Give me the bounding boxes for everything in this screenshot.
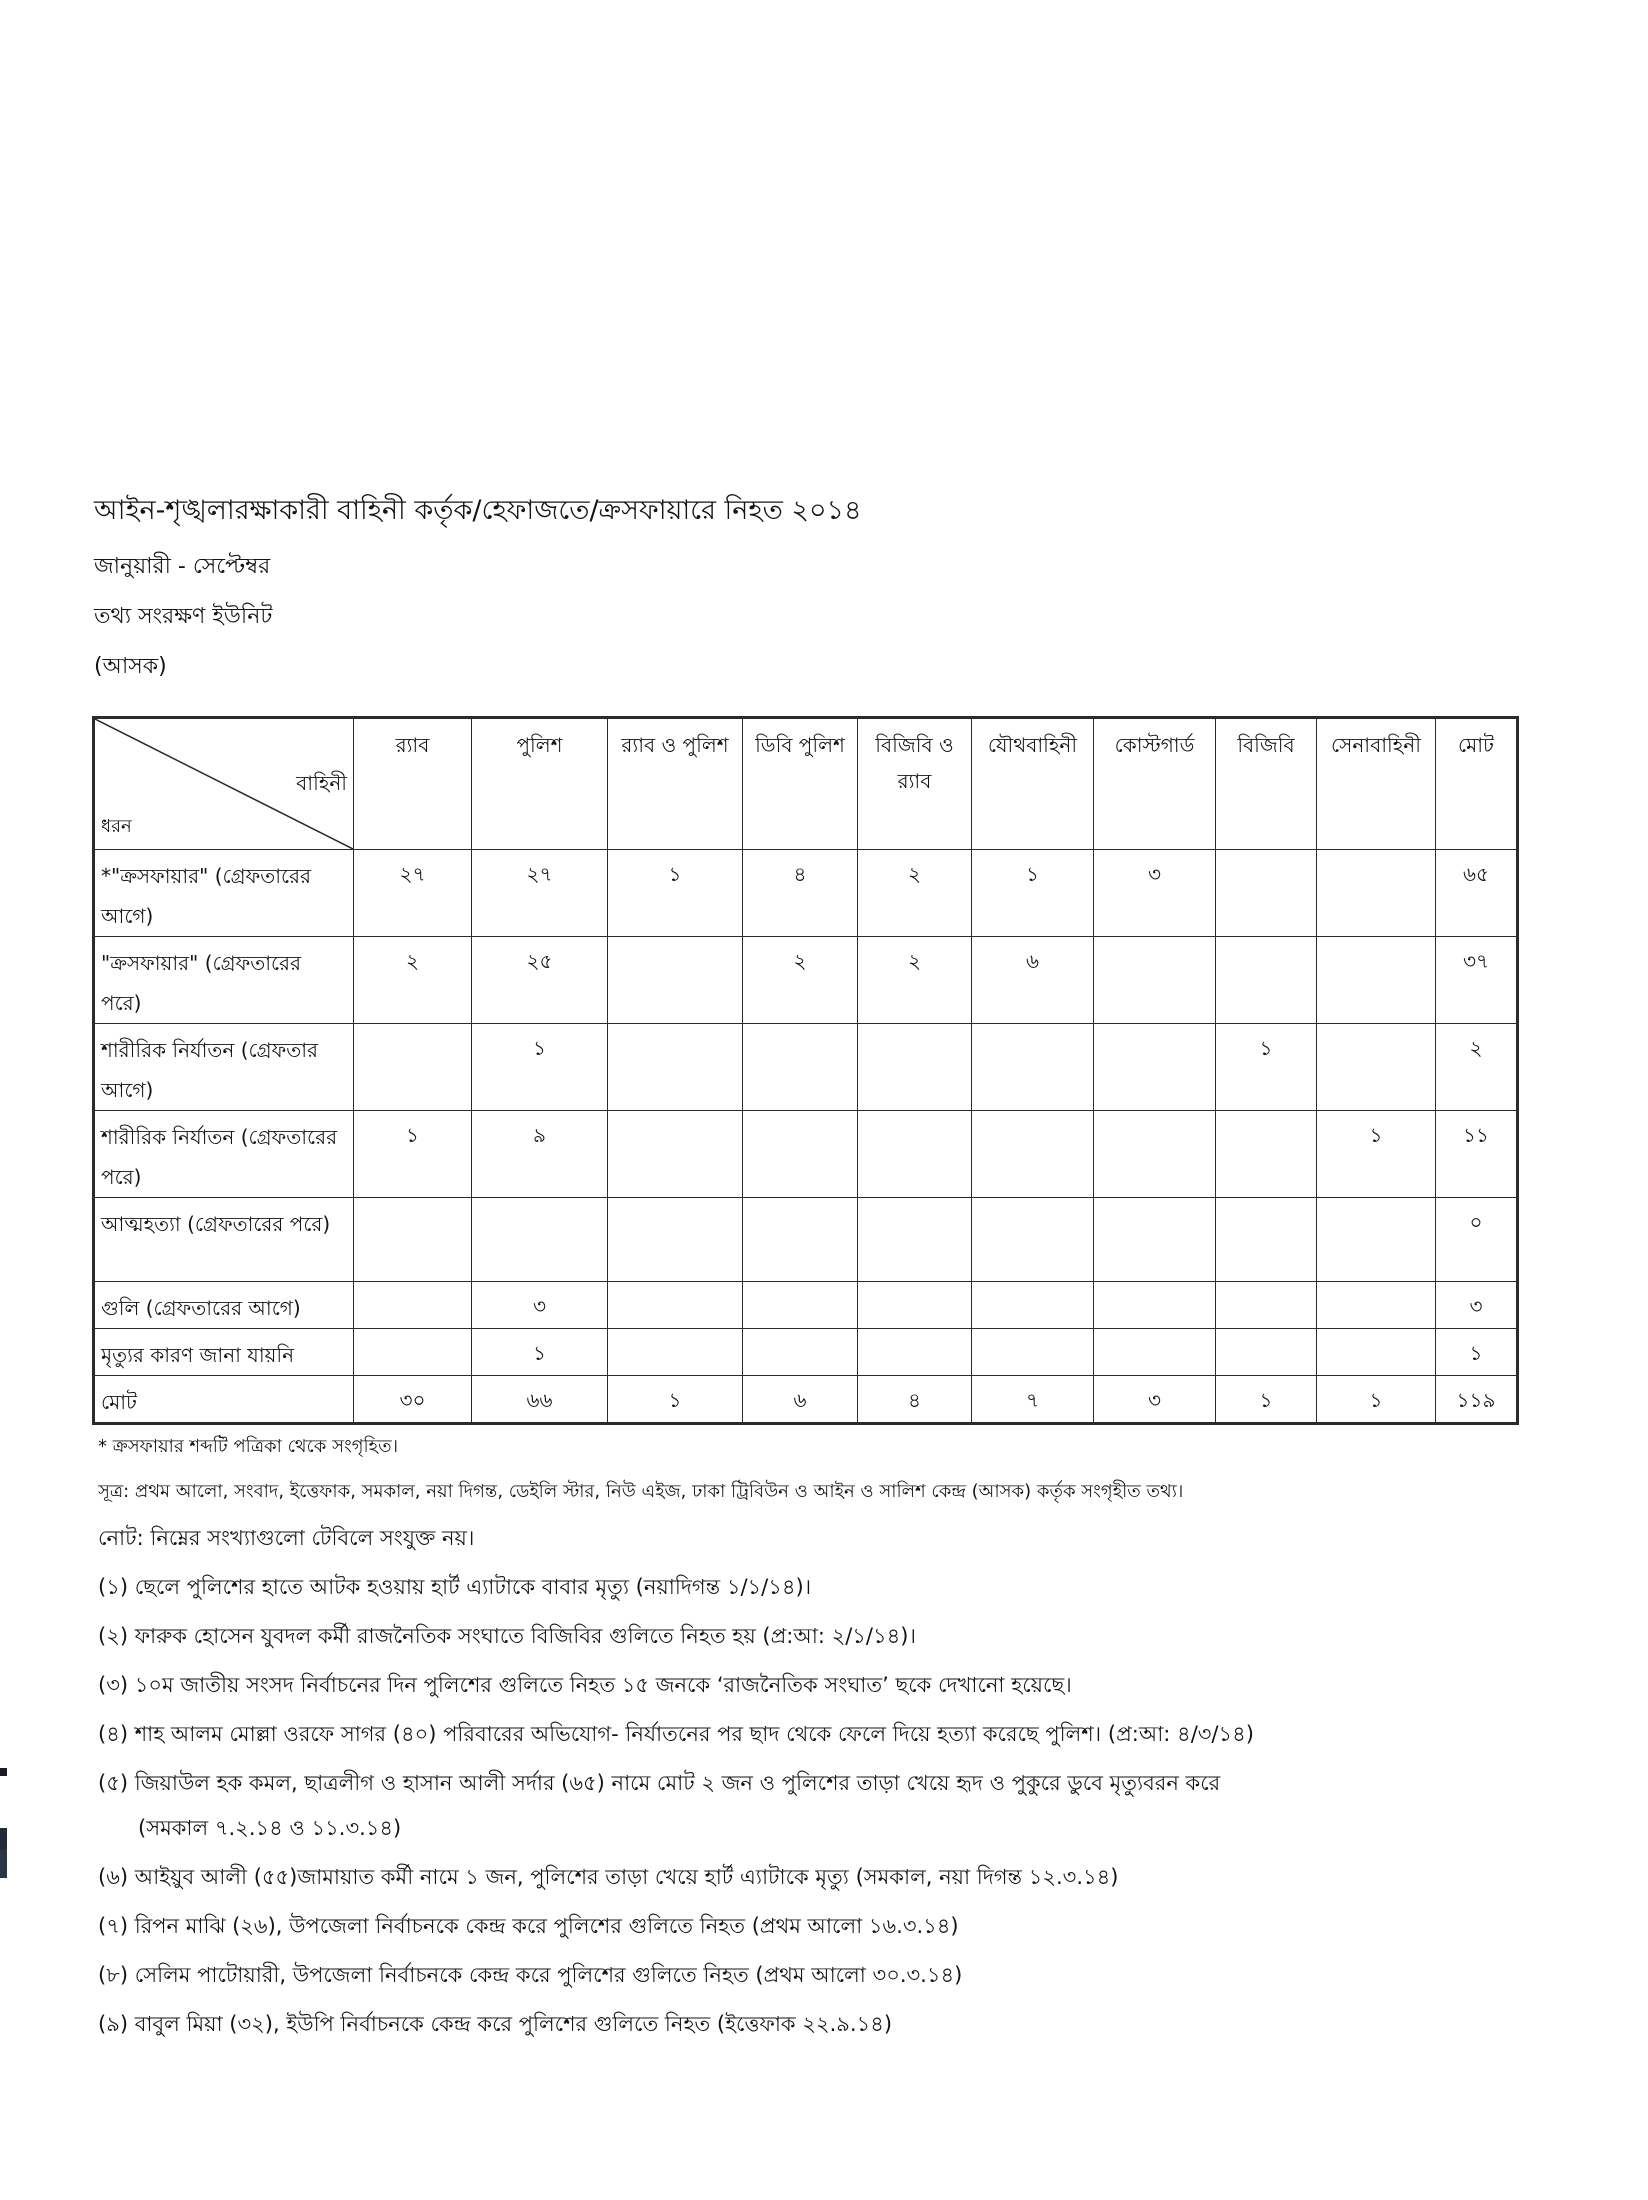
table-cell [1216,1198,1317,1282]
row-label: আত্মহত্যা (গ্রেফতারের পরে) [94,1198,354,1282]
table-cell: ৩৭ [1436,937,1518,1024]
table-cell [1216,937,1317,1024]
page-title: আইন-শৃঙ্খলারক্ষাকারী বাহিনী কর্তৃক/হেফাজতে/ক্রসফায়ারে নিহত ২০১৪ [94,495,862,526]
table-row [94,1111,1518,1198]
table-cell [858,1111,972,1198]
data-table [92,716,1519,1425]
table-cell [1317,850,1436,937]
note-item: (৫) জিয়াউল হক কমল, ছাত্রলীগ ও হাসান আলী সর্দার (৬৫) নামে মোট ২ জন ও পুলিশের তাড়া খেয়ে হৃদ ও পুকুরে ডুবে মৃত্যুবরন করে [98,1771,1221,1795]
table-cell: ১১ [1436,1111,1518,1198]
row-label: গুলি (গ্রেফতারের আগে) [94,1282,354,1329]
table-cell: ৬ [972,937,1094,1024]
footnotes [98,1432,1548,2057]
table-cell: ২ [858,937,972,1024]
table-cell [1216,1111,1317,1198]
note-item: (৩) ১০ম জাতীয় সংসদ নির্বাচনের দিন পুলিশের গুলিতে নিহত ১৫ জনকে ‘রাজনৈতিক সংঘাত’ ছকে দেখানো হয়েছে। [98,1673,1072,1697]
table-cell: ২৫ [472,937,608,1024]
table-total-row [94,1376,1518,1424]
table-cell [972,1198,1094,1282]
table-row [94,850,1518,937]
table-cell [1094,1111,1216,1198]
table-cell [1317,1282,1436,1329]
row-label: শারীরিক নির্যাতন (গ্রেফতার আগে) [94,1024,354,1111]
table-cell [858,1024,972,1111]
table-cell [472,1198,608,1282]
table-cell: ০ [1436,1198,1518,1282]
row-label: মোট [94,1376,354,1424]
column-header: বিজিবি ও র‍্যাব [858,718,972,850]
table-cell: ১ [1436,1329,1518,1376]
star-footnote: * ক্রসফায়ার শব্দটি পত্রিকা থেকে সংগৃহিত। [98,1436,399,1457]
table-cell [972,1111,1094,1198]
table-cell [743,1024,858,1111]
table-cell: ২ [1436,1024,1518,1111]
table-cell [1094,1329,1216,1376]
table-cell [1094,937,1216,1024]
table-cell: ১ [1216,1376,1317,1424]
note-item: (৭) রিপন মাঝি (২৬), উপজেলা নির্বাচনকে কেন্দ্র করে পুলিশের গুলিতে নিহত (প্রথম আলো ১৬.৩.১৪) [98,1914,959,1938]
table-cell [354,1329,472,1376]
table-cell: ৩ [1436,1282,1518,1329]
table-cell [1094,1198,1216,1282]
table-row [94,937,1518,1024]
row-label: মৃত্যুর কারণ জানা যায়নি [94,1329,354,1376]
column-header: বিজিবি [1216,718,1317,850]
table-cell [1317,1198,1436,1282]
column-header: কোস্টগার্ড [1094,718,1216,850]
table-cell: ১ [972,850,1094,937]
corner-label-force: বাহিনী [296,771,347,795]
table-row [94,1282,1518,1329]
table-cell [1094,1024,1216,1111]
table-cell: ৩০ [354,1376,472,1424]
scan-edge-mark [0,1850,7,1878]
table-cell [608,1329,743,1376]
table-cell: ১ [608,1376,743,1424]
table-cell [1216,850,1317,937]
table-cell [972,1024,1094,1111]
column-header: যৌথবাহিনী [972,718,1094,850]
scan-edge-mark [0,1768,7,1776]
table-cell [608,1198,743,1282]
row-label: *"ক্রসফায়ার" (গ্রেফতারের আগে) [94,850,354,937]
table-cell: ১ [1317,1111,1436,1198]
table-cell [858,1282,972,1329]
column-header: র‍্যাব ও পুলিশ [608,718,743,850]
period-text: জানুয়ারী - সেপ্টেম্বর [94,554,271,579]
table-row [94,1329,1518,1376]
table-cell [354,1282,472,1329]
note-item: (৬) আইয়ুব আলী (৫৫)জামায়াত কর্মী নামে ১ জন, পুলিশের তাড়া খেয়ে হার্ট এ্যাটাকে মৃত্যু (সমকাল, নয়া দিগন্ত ১২.৩.১৪) [98,1865,1119,1889]
table-cell: ১ [1317,1376,1436,1424]
table-cell [972,1329,1094,1376]
table-cell [608,937,743,1024]
column-header: সেনাবাহিনী [1317,718,1436,850]
table-cell: ১ [472,1024,608,1111]
table-cell: ৪ [743,850,858,937]
table-cell: ৬৬ [472,1376,608,1424]
table-cell: ৪ [858,1376,972,1424]
corner-cell [94,718,354,850]
table-cell [972,1282,1094,1329]
table-cell [608,1024,743,1111]
unit-text: তথ্য সংরক্ষণ ইউনিট [94,604,273,629]
table-cell [1094,1282,1216,1329]
table-cell: ৬ [743,1376,858,1424]
scan-edge-mark [0,1828,7,1852]
table-cell [743,1111,858,1198]
column-header: পুলিশ [472,718,608,850]
table-cell [858,1198,972,1282]
table-cell [743,1282,858,1329]
column-header: ডিবি পুলিশ [743,718,858,850]
table-cell [743,1329,858,1376]
table-cell: ৩ [472,1282,608,1329]
table-cell: ৬৫ [1436,850,1518,937]
table-cell: ১ [354,1111,472,1198]
page-header [94,490,862,699]
table-cell [354,1198,472,1282]
corner-label-type: ধরন [101,816,132,837]
table-cell: ১ [1216,1024,1317,1111]
note-heading: নোট: নিম্নের সংখ্যাগুলো টেবিলে সংযুক্ত নয়। [98,1526,475,1550]
table-cell: ৭ [972,1376,1094,1424]
row-label: "ক্রসফায়ার" (গ্রেফতারের পরে) [94,937,354,1024]
table-cell [1317,1024,1436,1111]
note-item: (৯) বাবুল মিয়া (৩২), ইউপি নির্বাচনকে কেন্দ্র করে পুলিশের গুলিতে নিহত (ইত্তেফাক ২২.৯.১৪) [98,2012,893,2036]
column-header: র‍্যাব [354,718,472,850]
note-item: (৮) সেলিম পাটোয়ারী, উপজেলা নির্বাচনকে কেন্দ্র করে পুলিশের গুলিতে নিহত (প্রথম আলো ৩০.৩.১৪) [98,1963,963,1987]
note-item: (১) ছেলে পুলিশের হাতে আটক হওয়ায় হার্ট এ্যাটাকে বাবার মৃত্যু (নয়াদিগন্ত ১/১/১৪)। [98,1575,812,1599]
table-header-row [94,718,1518,850]
table-row [94,1198,1518,1282]
table-cell [1317,937,1436,1024]
table-cell [1216,1329,1317,1376]
table-cell [354,1024,472,1111]
table-cell [743,1198,858,1282]
note-item: (৪) শাহ আলম মোল্লা ওরফে সাগর (৪০) পরিবারের অভিযোগ- নির্যাতনের পর ছাদ থেকে ফেলে দিয়ে হত্যা করেছে পুলিশ। (প্র:আ: ৪/৩/১৪) [98,1722,1254,1746]
table-cell [1317,1329,1436,1376]
table-cell: ২ [354,937,472,1024]
table-cell [1216,1282,1317,1329]
table-cell: ৯ [472,1111,608,1198]
column-header: মোট [1436,718,1518,850]
table-cell [608,1111,743,1198]
table-cell [858,1329,972,1376]
table-cell [608,1282,743,1329]
table-cell: ১ [608,850,743,937]
table-cell: ৩ [1094,850,1216,937]
table-cell: ১১৯ [1436,1376,1518,1424]
note-item: (২) ফারুক হোসেন যুবদল কর্মী রাজনৈতিক সংঘাতে বিজিবির গুলিতে নিহত হয় (প্র:আ: ২/১/১৪)। [98,1624,916,1648]
note-item-continuation: (সমকাল ৭.২.১৪ ও ১১.৩.১৪) [138,1816,402,1840]
table-cell: ১ [472,1329,608,1376]
row-label: শারীরিক নির্যাতন (গ্রেফতারের পরে) [94,1111,354,1198]
table-row [94,1024,1518,1111]
table-cell: ২৭ [472,850,608,937]
source-footnote: সূত্র: প্রথম আলো, সংবাদ, ইত্তেফাক, সমকাল, নয়া দিগন্ত, ডেইলি স্টার, নিউ এইজ, ঢাকা ট্রিবিউন ও আইন ও সালিশ কেন্দ্র (আসক) কর্তৃক সংগৃহীত তথ্য। [98,1481,1184,1502]
table-cell: ২৭ [354,850,472,937]
table-cell: ২ [743,937,858,1024]
table-cell: ৩ [1094,1376,1216,1424]
table-cell: ২ [858,850,972,937]
org-text: (আসক) [94,654,167,679]
